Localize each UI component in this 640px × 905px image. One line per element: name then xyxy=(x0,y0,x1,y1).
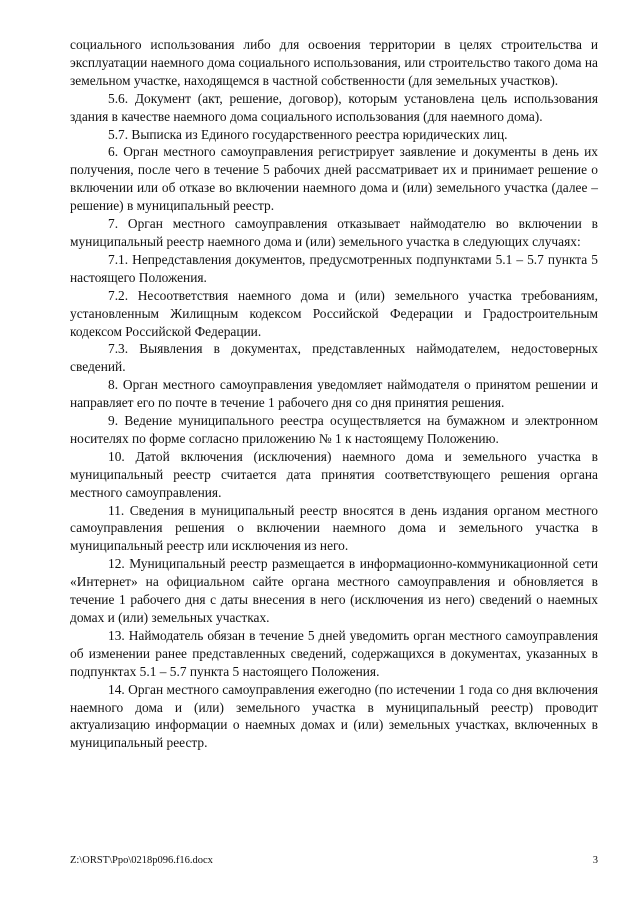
paragraph-8: 8. Орган местного самоуправления уведомляет наймодателя о принятом решении и направляет его по почте в течение 1 рабочего дня со дня принятия решения. xyxy=(70,377,598,411)
paragraph-12: 12. Муниципальный реестр размещается в информационно-коммуникационной сети «Интернет» на официальном сайте органа местного самоуправления и обновляется в течение 1 рабочего дня с даты внесения в него (исключения из него) сведений о наемных домах и (или) земельных участках. xyxy=(70,556,598,625)
document-body xyxy=(70,36,598,752)
footer-file-path: Z:\ORST\Ppo\0218p096.f16.docx xyxy=(70,855,213,866)
paragraph-continuation: социального использования либо для освоения территории в целях строительства и эксплуатации наемного дома социального использования, или строительство такого дома на земельном участке, находящемся в частной собственности (для земельных участков). xyxy=(70,37,598,88)
paragraph-14: 14. Орган местного самоуправления ежегодно (по истечении 1 года со дня включения наемного дома и (или) земельного участка в муниципальный реестр) проводит актуализацию информации о наемных домах и (или) земельных участках, включенных в муниципальный реестр. xyxy=(70,681,598,751)
paragraph-6: 6. Орган местного самоуправления регистрирует заявление и документы в день их получения, после чего в течение 5 рабочих дней рассматривает их и принимает решение о включении или об отказе во включении наемного дома и (или) земельного участка (далее – решение) в муниципальный реестр. xyxy=(70,144,598,214)
paragraph-11: 11. Сведения в муниципальный реестр вносятся в день издания органом местного самоуправления решения о включении наемного дома и земельного участка в муниципальный реестр или исключения из него. xyxy=(70,502,598,554)
paragraph-9: 9. Ведение муниципального реестра осуществляется на бумажном и электронном носителях по форме согласно приложению № 1 к настоящему Положению. xyxy=(70,413,598,446)
paragraph-13: 13. Наймодатель обязан в течение 5 дней уведомить орган местного самоуправления об изменении ранее представленных сведений, содержащихся в документах, указанных в подпунктах 5.1 – 5.7 пункта 5 настоящего Положения. xyxy=(70,627,598,679)
paragraph-10: 10. Датой включения (исключения) наемного дома и земельного участка в муниципальный реестр считается дата принятия соответствующего решения органа местного самоуправления. xyxy=(70,448,598,500)
paragraph-7-1: 7.1. Непредставления документов, предусмотренных подпунктами 5.1 – 5.7 пункта 5 настоящего Положения. xyxy=(70,251,598,285)
paragraph-7-2: 7.2. Несоответствия наемного дома и (или) земельного участка требованиям, установленным Жилищным кодексом Российской Федерации и Градостроительным кодексом Российской Федерации. xyxy=(70,287,598,339)
page-number: 3 xyxy=(592,855,598,866)
paragraph-5-7: 5.7. Выписка из Единого государственного реестра юридических лиц. xyxy=(108,126,508,142)
paragraph-7: 7. Орган местного самоуправления отказывает наймодателю во включении в муниципальный реестр наемного дома и (или) земельного участка в следующих случаях: xyxy=(70,216,598,249)
paragraph-7-3: 7.3. Выявления в документах, представленных наймодателем, недостоверных сведений. xyxy=(70,341,598,375)
paragraph-5-6: 5.6. Документ (акт, решение, договор), которым установлена цель использования здания в качестве наемного дома социального использования (для наемного дома). xyxy=(70,90,598,124)
